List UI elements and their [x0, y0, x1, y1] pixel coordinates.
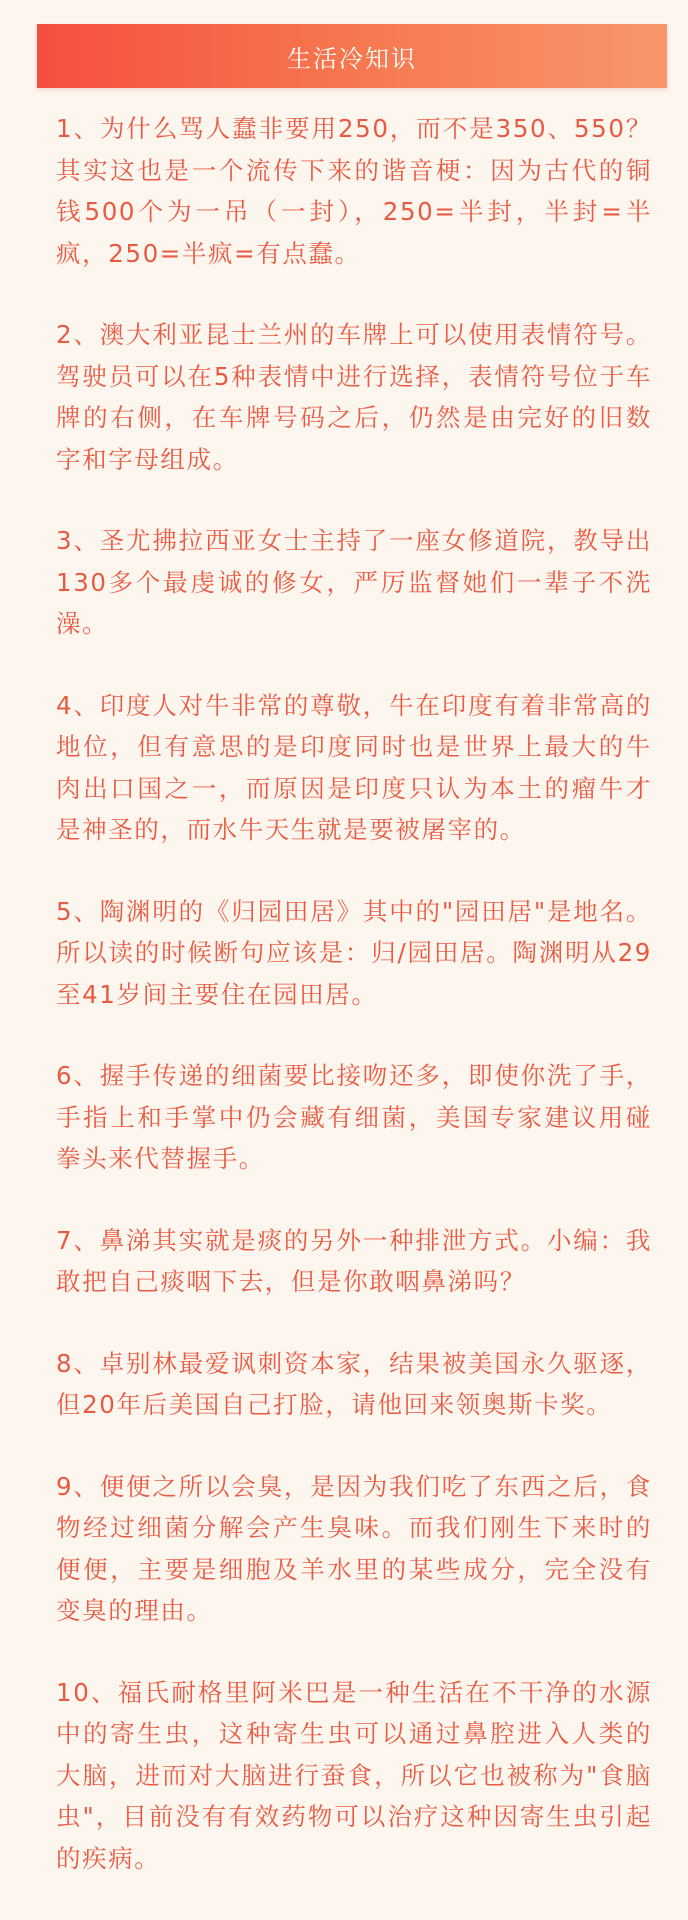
- fact-item-6: 6、握手传递的细菌要比接吻还多，即使你洗了手，手指上和手掌中仍会藏有细菌，美国专家建议用碰拳头来代替握手。: [56, 1061, 652, 1173]
- fact-item-8: 8、卓别林最爱讽刺资本家，结果被美国永久驱逐，但20年后美国自己打脸，请他回来领奥斯卡奖。: [56, 1348, 652, 1419]
- fact-item-1: 1、为什么骂人蠢非要用250，而不是350、550？其实这也是一个流传下来的谐音梗：因为古代的铜钱500个为一吊（一封），250=半封，半封=半疯，250=半疯=有点蠢。: [56, 114, 652, 268]
- fact-item-5: 5、陶渊明的《归园田居》其中的"园田居"是地名。所以读的时候断句应该是：归/园田居。陶渊明从29至41岁间主要住在园田居。: [56, 896, 652, 1009]
- fact-list: [56, 108, 652, 1919]
- fact-item-2: 2、澳大利亚昆士兰州的车牌上可以使用表情符号。驾驶员可以在5种表情中进行选择，表情符号位于车牌的右侧，在车牌号码之后，仍然是由完好的旧数字和字母组成。: [56, 320, 652, 474]
- section-title: 生活冷知识: [287, 44, 417, 73]
- fact-item-4: 4、印度人对牛非常的尊敬，牛在印度有着非常高的地位，但有意思的是印度同时也是世界上最大的牛肉出口国之一，而原因是印度只认为本土的瘤牛才是神圣的，而水牛天生就是要被屠宰的。: [56, 690, 652, 844]
- fact-item-9: 9、便便之所以会臭，是因为我们吃了东西之后，食物经过细菌分解会产生臭味。而我们刚生下来时的便便，主要是细胞及羊水里的某些成分，完全没有变臭的理由。: [56, 1471, 652, 1625]
- section-header-banner: [37, 24, 667, 88]
- fact-item-7: 7、鼻涕其实就是痰的另外一种排泄方式。小编：我敢把自己痰咽下去，但是你敢咽鼻涕吗？: [56, 1225, 652, 1296]
- fact-item-3: 3、圣尤拂拉西亚女士主持了一座女修道院，教导出130多个最虔诚的修女，严厉监督她们一辈子不洗澡。: [56, 526, 652, 638]
- fact-item-10: 10、福氏耐格里阿米巴是一种生活在不干净的水源中的寄生虫，这种寄生虫可以通过鼻腔进入人类的大脑，进而对大脑进行蚕食，所以它也被称为"食脑虫"，目前没有有效药物可以治疗这种因寄生虫引起的疾病。: [56, 1677, 652, 1873]
